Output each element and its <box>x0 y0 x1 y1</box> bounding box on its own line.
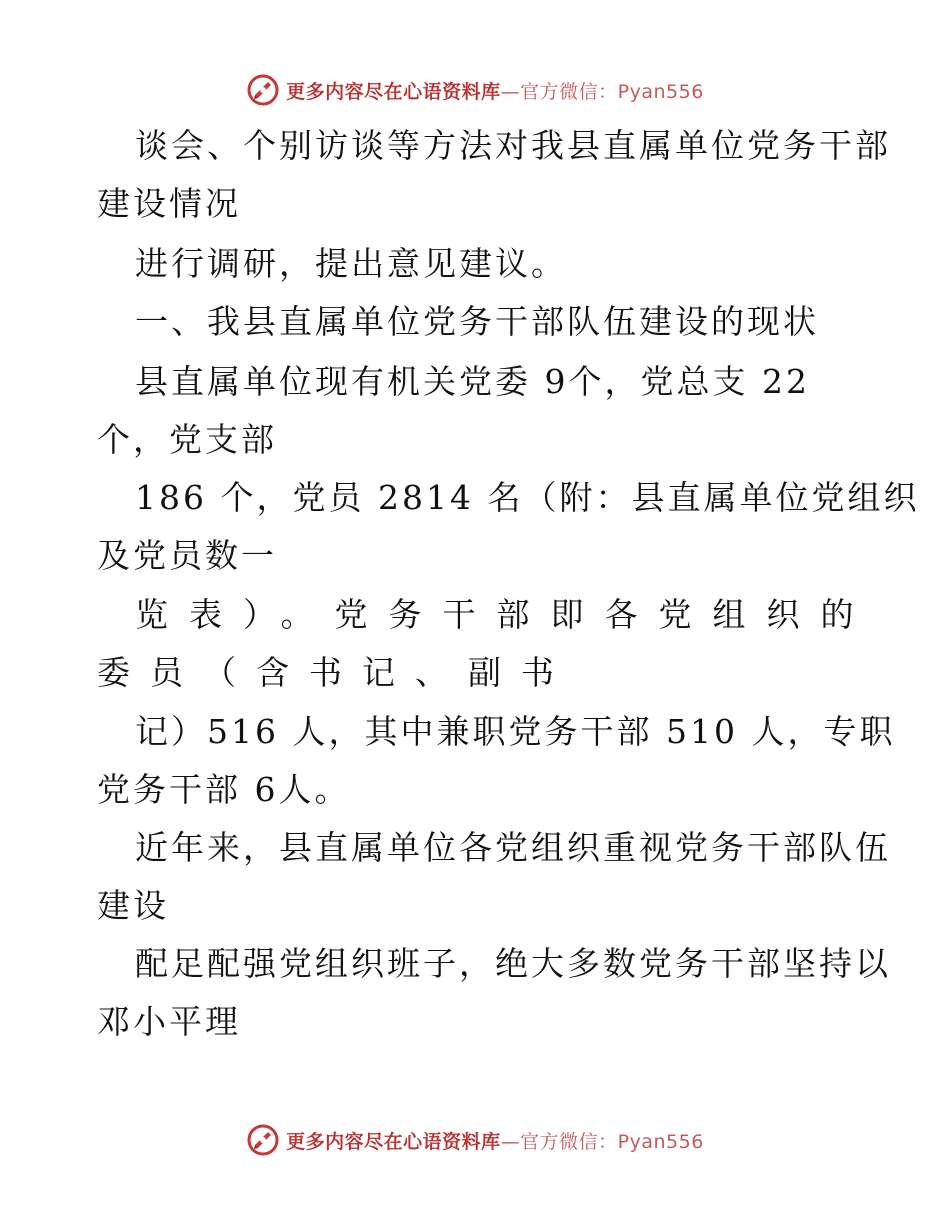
body-line: 邓小平理 <box>97 1002 241 1041</box>
brand-logo-icon <box>246 73 280 107</box>
brand-logo-icon <box>246 1123 280 1157</box>
footer-site-text: 更多内容尽在心语资料库 <box>286 1130 501 1153</box>
header-separator: — <box>500 80 521 103</box>
body-line: 近年来，县直属单位各党组织重视党务干部队伍 <box>135 828 891 867</box>
body-line: 委员（含书记、副书 <box>97 653 574 692</box>
body-line: 进行调研，提出意见建议。 <box>135 244 567 283</box>
header-site-text: 更多内容尽在心语资料库 <box>286 80 501 103</box>
header-banner-text <box>286 77 704 104</box>
body-line: 县直属单位现有机关党委 9个，党总支 22 <box>135 362 810 401</box>
body-line: 个，党支部 <box>97 420 277 459</box>
body-line: 建设 <box>97 886 169 925</box>
body-line: 谈会、个别访谈等方法对我县直属单位党务干部 <box>135 126 891 165</box>
footer-banner-text <box>286 1127 704 1154</box>
body-line: 配足配强党组织班子，绝大多数党务干部坚持以 <box>135 944 891 983</box>
footer-wechat-text: 官方微信：Pyan556 <box>520 1130 704 1153</box>
header-wechat-text: 官方微信：Pyan556 <box>520 80 704 103</box>
body-line: 及党员数一 <box>97 536 277 575</box>
footer-separator: — <box>500 1130 521 1153</box>
footer-banner <box>0 1120 950 1160</box>
body-line: 党务干部 6人。 <box>97 770 351 809</box>
section-heading: 一、我县直属单位党务干部队伍建设的现状 <box>135 302 819 341</box>
body-line: 记）516 人，其中兼职党务干部 510 人，专职 <box>135 712 896 751</box>
body-line: 186 个，党员 2814 名（附：县直属单位党组织 <box>135 478 920 517</box>
body-line: 览表）。党务干部即各党组织的 <box>135 595 875 634</box>
body-line: 建设情况 <box>97 184 241 223</box>
header-banner <box>0 70 950 110</box>
